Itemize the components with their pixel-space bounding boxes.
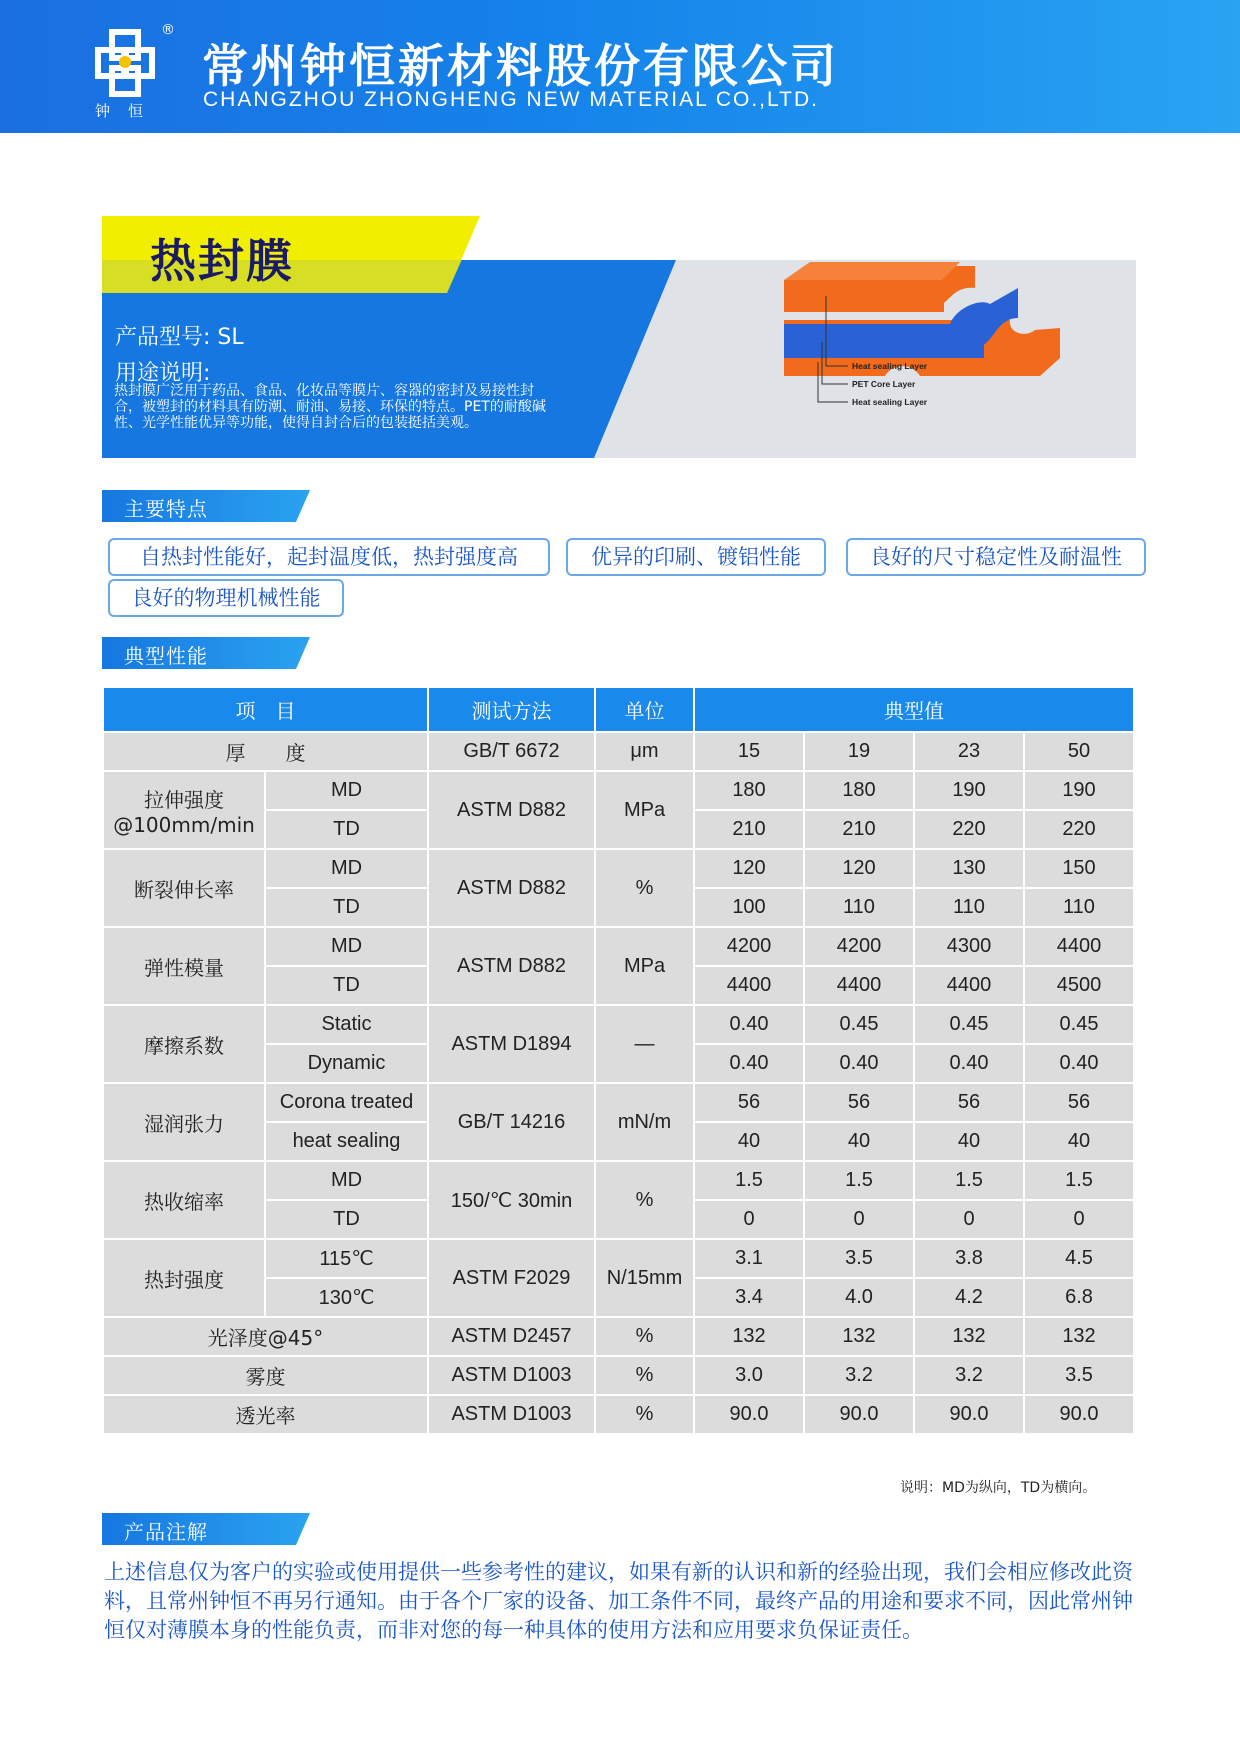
value-cell: 4200: [695, 928, 803, 965]
table-row: [104, 772, 1133, 809]
value-cell: 210: [695, 811, 803, 848]
value-cell: 220: [915, 811, 1023, 848]
value-cell: 56: [805, 1084, 913, 1121]
sub-property: 115℃: [266, 1240, 427, 1277]
notes-text: 上述信息仅为客户的实验或使用提供一些参考性的建议，如果有新的认识和新的经验出现，我们会相应修改此资料，且常州钟恒不再另行通知。由于各个厂家的设备、加工条件不同，最终产品的用途和要求不同，因此常州钟恒仅对薄膜本身的性能负责，而非对您的每一种具体的使用方法和应用要求负保证责任。: [104, 1560, 1133, 1642]
feature-item: 良好的尺寸稳定性及耐温性: [846, 538, 1146, 576]
unit: —: [596, 1006, 693, 1082]
value-cell: 0.40: [1025, 1045, 1133, 1082]
value-cell: 190: [915, 772, 1023, 809]
layer-label-core: PET Core Layer: [852, 379, 916, 389]
header-item: 项 目: [104, 688, 427, 731]
value-cell: 0: [1025, 1201, 1133, 1238]
sub-property: MD: [266, 928, 427, 965]
test-method: GB/T 6672: [429, 733, 594, 770]
test-method: ASTM D882: [429, 928, 594, 1004]
value-cell: 4400: [915, 967, 1023, 1004]
value-cell: 190: [1025, 772, 1133, 809]
properties-heading: 典型性能: [124, 644, 208, 668]
sub-property: 130℃: [266, 1279, 427, 1316]
value-cell: 4300: [915, 928, 1023, 965]
value-cell: 1.5: [1025, 1162, 1133, 1199]
layer-structure-diagram: [770, 258, 1070, 458]
logo-text: 钟恒: [95, 102, 162, 120]
layer-label-bottom: Heat sealing Layer: [852, 397, 928, 407]
value-cell: 4200: [805, 928, 913, 965]
sub-property: TD: [266, 889, 427, 926]
value-cell: 4500: [1025, 967, 1133, 1004]
unit: %: [596, 1318, 693, 1355]
value-cell: 0: [915, 1201, 1023, 1238]
table-row: [104, 1162, 1133, 1199]
sub-property: TD: [266, 1201, 427, 1238]
property-name: 雾度: [104, 1357, 427, 1394]
usage-description: 热封膜广泛用于药品、食品、化妆品等膜片、容器的密封及易接性封合，被塑封的材料具有防潮、耐油、易接、环保的特点。PET的耐酸碱性、光学性能优异等功能，使得自封合后的包装挺括美观。: [114, 383, 546, 431]
value-cell: 40: [805, 1123, 913, 1160]
value-cell: 0.45: [805, 1006, 913, 1043]
table-header-row: [104, 688, 1133, 731]
header-typical: 典型值: [695, 688, 1133, 731]
table-row: [104, 1357, 1133, 1394]
unit: μm: [596, 733, 693, 770]
value-cell: 90.0: [805, 1396, 913, 1433]
company-logo-icon: [90, 22, 170, 112]
sub-property: Static: [266, 1006, 427, 1043]
value-cell: 50: [1025, 733, 1133, 770]
table-row: [104, 928, 1133, 965]
value-cell: 0.40: [695, 1045, 803, 1082]
unit: %: [596, 850, 693, 926]
value-cell: 15: [695, 733, 803, 770]
value-cell: 40: [695, 1123, 803, 1160]
table-row: [104, 1084, 1133, 1121]
sub-property: MD: [266, 1162, 427, 1199]
test-method: GB/T 14216: [429, 1084, 594, 1160]
value-cell: 1.5: [915, 1162, 1023, 1199]
layer-label-top: Heat sealing Layer: [852, 361, 928, 371]
test-method: ASTM D1894: [429, 1006, 594, 1082]
feature-item: 自热封性能好，起封温度低，热封强度高: [108, 538, 550, 576]
value-cell: 90.0: [695, 1396, 803, 1433]
table-row: [104, 1396, 1133, 1433]
property-name: 湿润张力: [104, 1084, 264, 1160]
value-cell: 0: [805, 1201, 913, 1238]
unit: MPa: [596, 772, 693, 848]
sub-property: TD: [266, 811, 427, 848]
company-name-en: CHANGZHOU ZHONGHENG NEW MATERIAL CO.,LTD.: [203, 88, 819, 111]
value-cell: 132: [1025, 1318, 1133, 1355]
value-cell: 56: [915, 1084, 1023, 1121]
usage-heading: 用途说明:: [115, 361, 211, 386]
value-cell: 3.8: [915, 1240, 1023, 1277]
feature-item: 良好的物理机械性能: [108, 579, 344, 617]
test-method: 150/℃ 30min: [429, 1162, 594, 1238]
property-name: 摩擦系数: [104, 1006, 264, 1082]
unit: mN/m: [596, 1084, 693, 1160]
unit: %: [596, 1396, 693, 1433]
value-cell: 110: [1025, 889, 1133, 926]
unit: MPa: [596, 928, 693, 1004]
value-cell: 19: [805, 733, 913, 770]
sub-property: Dynamic: [266, 1045, 427, 1082]
properties-table: [102, 686, 1135, 1435]
test-method: ASTM F2029: [429, 1240, 594, 1316]
test-method: ASTM D882: [429, 772, 594, 848]
sub-property: Corona treated: [266, 1084, 427, 1121]
test-method: ASTM D2457: [429, 1318, 594, 1355]
value-cell: 1.5: [805, 1162, 913, 1199]
value-cell: 3.5: [805, 1240, 913, 1277]
registered-mark: ®: [161, 22, 175, 38]
property-name: 光泽度@45°: [104, 1318, 427, 1355]
test-method: ASTM D882: [429, 850, 594, 926]
value-cell: 3.1: [695, 1240, 803, 1277]
value-cell: 0.40: [915, 1045, 1023, 1082]
product-model: 产品型号: SL: [115, 325, 244, 350]
value-cell: 180: [805, 772, 913, 809]
value-cell: 56: [695, 1084, 803, 1121]
table-note: 说明：MD为纵向，TD为横向。: [900, 1480, 1097, 1496]
sub-property: MD: [266, 850, 427, 887]
property-name: 厚 度: [104, 733, 427, 770]
header-unit: 单位: [596, 688, 693, 731]
value-cell: 210: [805, 811, 913, 848]
value-cell: 132: [915, 1318, 1023, 1355]
value-cell: 150: [1025, 850, 1133, 887]
value-cell: 56: [1025, 1084, 1133, 1121]
features-heading: 主要特点: [124, 497, 208, 521]
value-cell: 3.2: [915, 1357, 1023, 1394]
value-cell: 6.8: [1025, 1279, 1133, 1316]
value-cell: 23: [915, 733, 1023, 770]
property-name: 热封强度: [104, 1240, 264, 1316]
value-cell: 3.2: [805, 1357, 913, 1394]
value-cell: 0.40: [695, 1006, 803, 1043]
value-cell: 132: [805, 1318, 913, 1355]
value-cell: 130: [915, 850, 1023, 887]
value-cell: 3.5: [1025, 1357, 1133, 1394]
value-cell: 132: [695, 1318, 803, 1355]
value-cell: 1.5: [695, 1162, 803, 1199]
table-row: [104, 1006, 1133, 1043]
value-cell: 90.0: [1025, 1396, 1133, 1433]
unit: %: [596, 1162, 693, 1238]
value-cell: 4400: [695, 967, 803, 1004]
table-row: [104, 1318, 1133, 1355]
sub-property: MD: [266, 772, 427, 809]
unit: %: [596, 1357, 693, 1394]
value-cell: 220: [1025, 811, 1133, 848]
table-row: [104, 1240, 1133, 1277]
property-name: 弹性模量: [104, 928, 264, 1004]
value-cell: 0.45: [1025, 1006, 1133, 1043]
sub-property: TD: [266, 967, 427, 1004]
value-cell: 3.0: [695, 1357, 803, 1394]
value-cell: 3.4: [695, 1279, 803, 1316]
value-cell: 0: [695, 1201, 803, 1238]
property-name: 透光率: [104, 1396, 427, 1433]
property-name: 拉伸强度 @100mm/min: [104, 772, 264, 848]
notes-heading: 产品注解: [124, 1520, 208, 1544]
test-method: ASTM D1003: [429, 1396, 594, 1433]
grouped-rows: [104, 772, 1133, 1316]
table-row: [104, 733, 1133, 770]
value-cell: 120: [695, 850, 803, 887]
product-title: 热封膜: [150, 234, 294, 288]
value-cell: 4400: [805, 967, 913, 1004]
feature-item: 优异的印刷、镀铝性能: [566, 538, 826, 576]
header-method: 测试方法: [429, 688, 594, 731]
value-cell: 4.5: [1025, 1240, 1133, 1277]
property-name: 断裂伸长率: [104, 850, 264, 926]
value-cell: 100: [695, 889, 803, 926]
value-cell: 0.40: [805, 1045, 913, 1082]
value-cell: 110: [915, 889, 1023, 926]
value-cell: 180: [695, 772, 803, 809]
test-method: ASTM D1003: [429, 1357, 594, 1394]
sub-property: heat sealing: [266, 1123, 427, 1160]
value-cell: 110: [805, 889, 913, 926]
value-cell: 40: [915, 1123, 1023, 1160]
value-cell: 40: [1025, 1123, 1133, 1160]
company-name-cn: 常州钟恒新材料股份有限公司: [202, 39, 839, 93]
property-name: 热收缩率: [104, 1162, 264, 1238]
value-cell: 4400: [1025, 928, 1133, 965]
value-cell: 0.45: [915, 1006, 1023, 1043]
value-cell: 4.2: [915, 1279, 1023, 1316]
table-row: [104, 850, 1133, 887]
single-rows: [104, 1318, 1133, 1433]
value-cell: 120: [805, 850, 913, 887]
unit: N/15mm: [596, 1240, 693, 1316]
value-cell: 90.0: [915, 1396, 1023, 1433]
value-cell: 4.0: [805, 1279, 913, 1316]
